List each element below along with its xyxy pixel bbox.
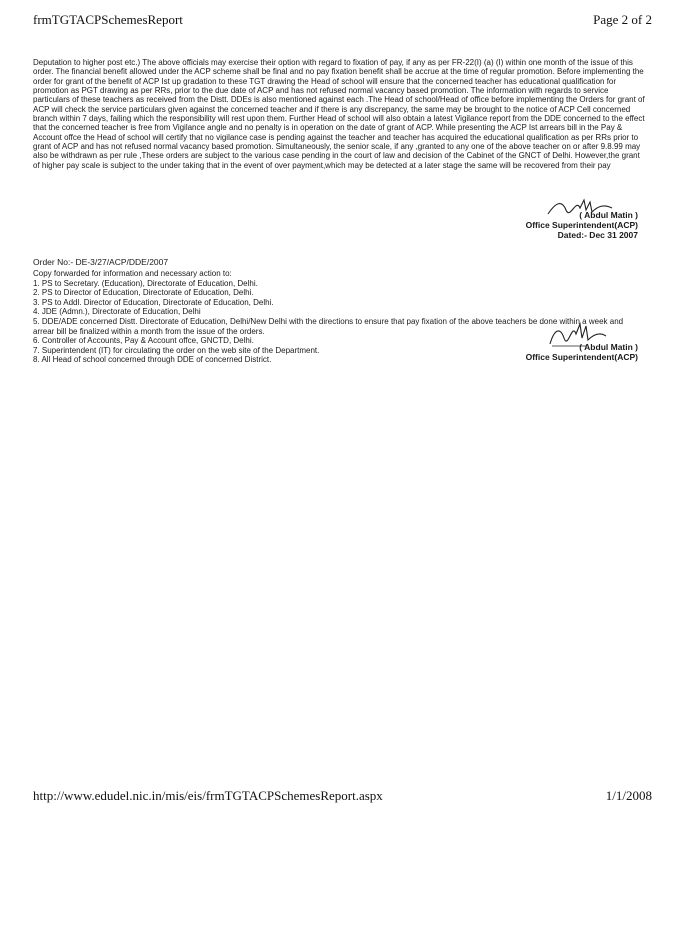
list-item: 7. Superintendent (IT) for circulating the order on the web site of the Department. [33, 345, 320, 355]
signatory-name: ( Abdul Matin ) [579, 210, 638, 220]
list-item: 8. All Head of school concerned through DDE of concerned District. [33, 355, 272, 365]
signatory-name: ( Abdul Matin ) [579, 342, 638, 352]
copy-intro: Copy forwarded for information and necessary action to: [33, 269, 232, 278]
list-item: 6. Controller of Accounts, Pay & Account offce, GNCTD, Delhi. [33, 336, 254, 346]
list-item: 4. JDE (Admn.), Directorate of Education, Delhi [33, 307, 201, 317]
signature-date: Dated:- Dec 31 2007 [557, 230, 638, 240]
list-item: 2. PS to Director of Education, Directorate of Education, Delhi. [33, 288, 254, 298]
report-title: frmTGTACPSchemesReport [33, 12, 183, 27]
footer-url: http://www.edudel.nic.in/mis/eis/frmTGTACPSchemesReport.aspx [33, 788, 383, 803]
signatory-designation: Office Superintendent(ACP) [525, 220, 638, 230]
list-item: 3. PS to Addl. Director of Education, Directorate of Education, Delhi. [33, 297, 274, 307]
footer-date: 1/1/2008 [605, 788, 652, 803]
page-number: Page 2 of 2 [593, 12, 652, 27]
list-item: 5. DDE/ADE concerned Distt. Directorate of Education, Delhi/New Delhi with the directions to ensure that pay fixation of the above teachers be done within a week and arrear bill be finalized within a month from the issue of the orders. [33, 316, 624, 336]
signatory-designation: Office Superintendent(ACP) [525, 352, 638, 362]
order-body-paragraph: Deputation to higher post etc.) The above officials may exercise their option with regard to fixation of pay, if any as per FR-22(I) (a) (I) within one month of the issue of this order. The financial benefit allowed under the ACP scheme shall be final and no pay fixation benefit shall be accrue at the time of regular promotion. Before implementing the order for grant of the benefit of ACP Ist up gradation to these TGT drawing the Head of school will ensure that the concerned teacher has educational qualification for promotion as PGT drawing as per RRs, prior to the due date of ACP and has not refused normal vacancy based promotion. The information with regards to service particulars of these teachers as received from the Distt. DDEs is also mentioned against each .The Head of school/Head of office before implementing the Orders for grant of ACP will check the service particulars given against the concerned teacher and if there is any discrepancy, the same may be brought to the notice of ACP Cell concerned branch within 7 days, failing which the responsibility will rest upon them. Further Head of school will also obtain a latest Vigilance report from the DDE concerned to the effect that the concerned teacher is free from Vigilance angle and no penalty is in operation on the date of grant of ACP. While presenting the ACP Ist arrears bill in the Pay & Account offce the Head of school will certify that no vigilance case is pending against the teacher and teacher has acquired the educational qualification as per RRs prior to grant of ACP and has not refused normal vacancy based promotion. Simultaneously, the senior scale, if any ,granted to any one of the above teacher on or after 9.8.99 may also be withdrawn as per rule ,These orders are subject to the various case pending in the court of law and decision of the Cabinet of the GNCT of Delhi. However,the grant of higher pay scale is subject to the under taking that in the event of over payment,which may be detected at a later stage the same will be recovered from their pay [33, 58, 645, 170]
list-item: 1. PS to Secretary. (Education), Directorate of Education, Delhi. [33, 278, 258, 288]
signature-block-2 [526, 342, 638, 362]
order-number: Order No:- DE-3/27/ACP/DDE/2007 [33, 257, 169, 267]
signature-block-1 [526, 210, 638, 240]
